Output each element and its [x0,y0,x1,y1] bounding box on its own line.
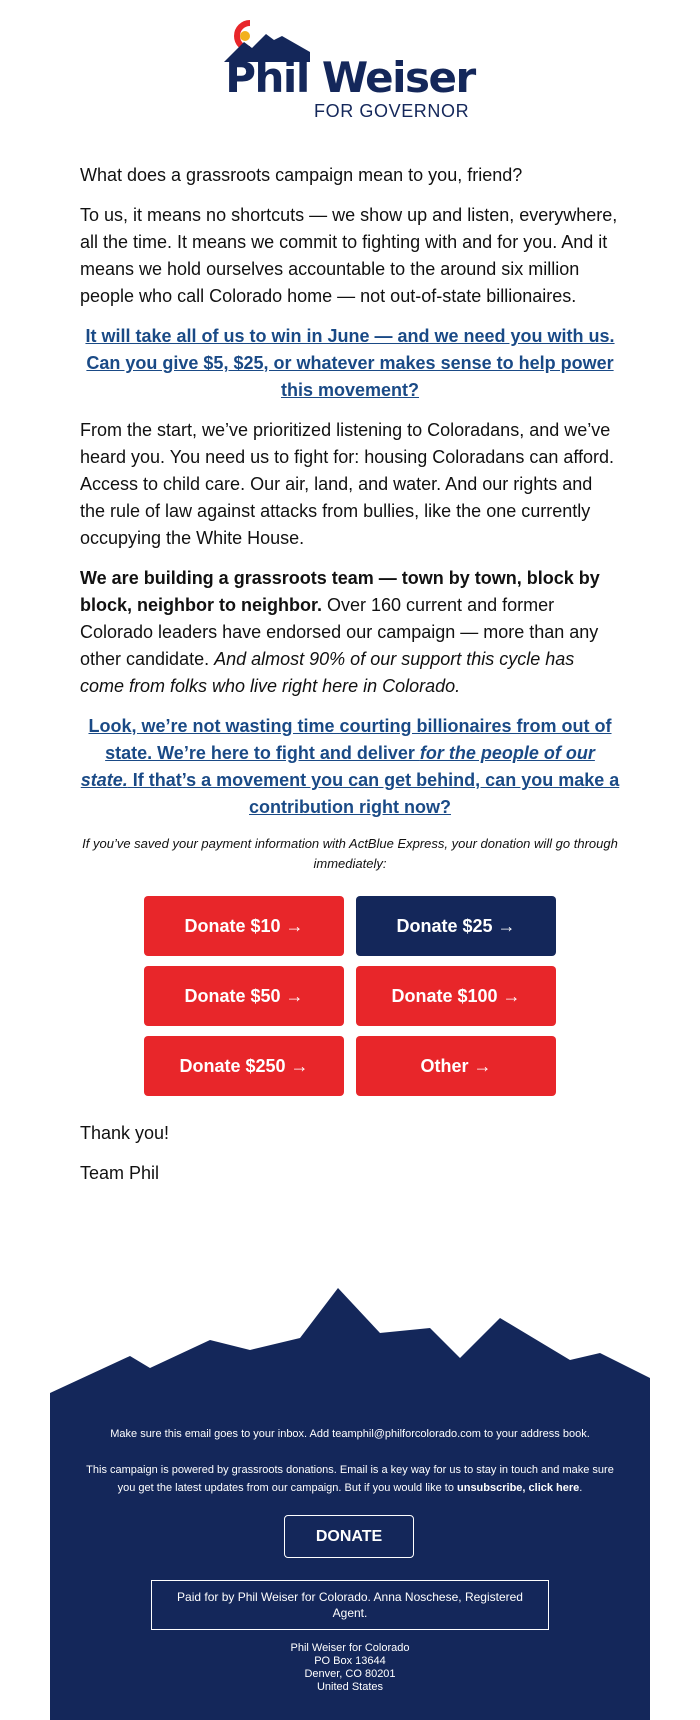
unsubscribe-link[interactable]: unsubscribe, click here [457,1482,580,1494]
signoff-text: Team Phil [80,1163,160,1183]
actblue-note: If you’ve saved your payment information with ActBlue Express, your donation will go through immediately: [82,836,618,871]
mountain-silhouette-icon [50,1288,650,1408]
donate-other-button[interactable]: Other → [356,1036,556,1096]
donate-10-button[interactable]: Donate $10 → [144,896,344,956]
team-paragraph-bold: We are building a grassroots team — town by town, block by block, neighbor to neighbor. [80,568,600,615]
donate-link-2-emphasis[interactable]: for the people of our state. [80,743,595,790]
donate-button-grid [144,896,556,1096]
inbox-note: Make sure this email goes to your inbox. Add teamphil@philforcolorado.com to your address book. [110,1428,590,1440]
donate-link-2[interactable] [80,713,620,821]
mailing-address [50,1642,650,1694]
address-line-1: Phil Weiser for Colorado [290,1642,410,1654]
powered-note-end: . [579,1482,583,1494]
powered-note-text: This campaign is powered by grassroots donations. Email is a key way for us to stay in touch and make sure you get the latest updates from our campaign. But if you would like to [86,1464,614,1494]
donate-100-button[interactable]: Donate $100 → [356,966,556,1026]
logo-name: Phil Weiser [225,53,475,102]
paid-for-disclaimer: Paid for by Phil Weiser for Colorado. Anna Noschese, Registered Agent. [151,1580,549,1630]
powered-note [86,1461,614,1497]
team-paragraph [80,565,620,700]
address-line-3: Denver, CO 80201 [304,1668,396,1680]
footer-donate-button[interactable]: DONATE [284,1515,414,1558]
priorities-paragraph: From the start, we’ve prioritized listening to Coloradans, and we’ve heard you. You need us to fight for: housing Coloradans can afford. Access to child care. Our air, land, and water. And our rights and the rule of law against attacks from bullies, like the one currently occupying the White House. [80,420,615,548]
donate-250-button[interactable]: Donate $250 → [144,1036,344,1096]
donate-link-1[interactable]: It will take all of us to win in June — and we need you with us. Can you give $5, $25, or whatever makes sense to help power this movement? [85,326,615,400]
greeting-paragraph: What does a grassroots campaign mean to you, friend? [80,165,523,185]
campaign-logo [0,0,700,140]
donate-50-button[interactable]: Donate $50 → [144,966,344,1026]
email-body [80,162,620,1200]
donate-link-2-start[interactable]: Look, we’re not wasting time courting billionaires from out of state. We’re here to fight and deliver [88,716,612,763]
address-line-4: United States [316,1681,384,1693]
address-line-2: PO Box 13644 [314,1655,386,1667]
donate-link-2-end[interactable]: If that’s a movement you can get behind, can you make a contribution right now? [127,770,620,817]
team-paragraph-italic: And almost 90% of our support this cycle has come from folks who live right here in Colorado. [80,649,575,696]
donate-25-button[interactable]: Donate $25 → [356,896,556,956]
team-paragraph-text: Over 160 current and former Colorado leaders have endorsed our campaign — more than any other candidate. [80,595,599,669]
email-footer [50,1405,650,1720]
intro-paragraph: To us, it means no shortcuts — we show up and listen, everywhere, all the time. It means we commit to fighting with and for you. And it means we hold ourselves accountable to the around six million people who call Colorado home — not out-of-state billionaires. [80,205,618,306]
logo-subtitle: FOR GOVERNOR [314,101,470,121]
thanks-text: Thank you! [80,1123,170,1143]
